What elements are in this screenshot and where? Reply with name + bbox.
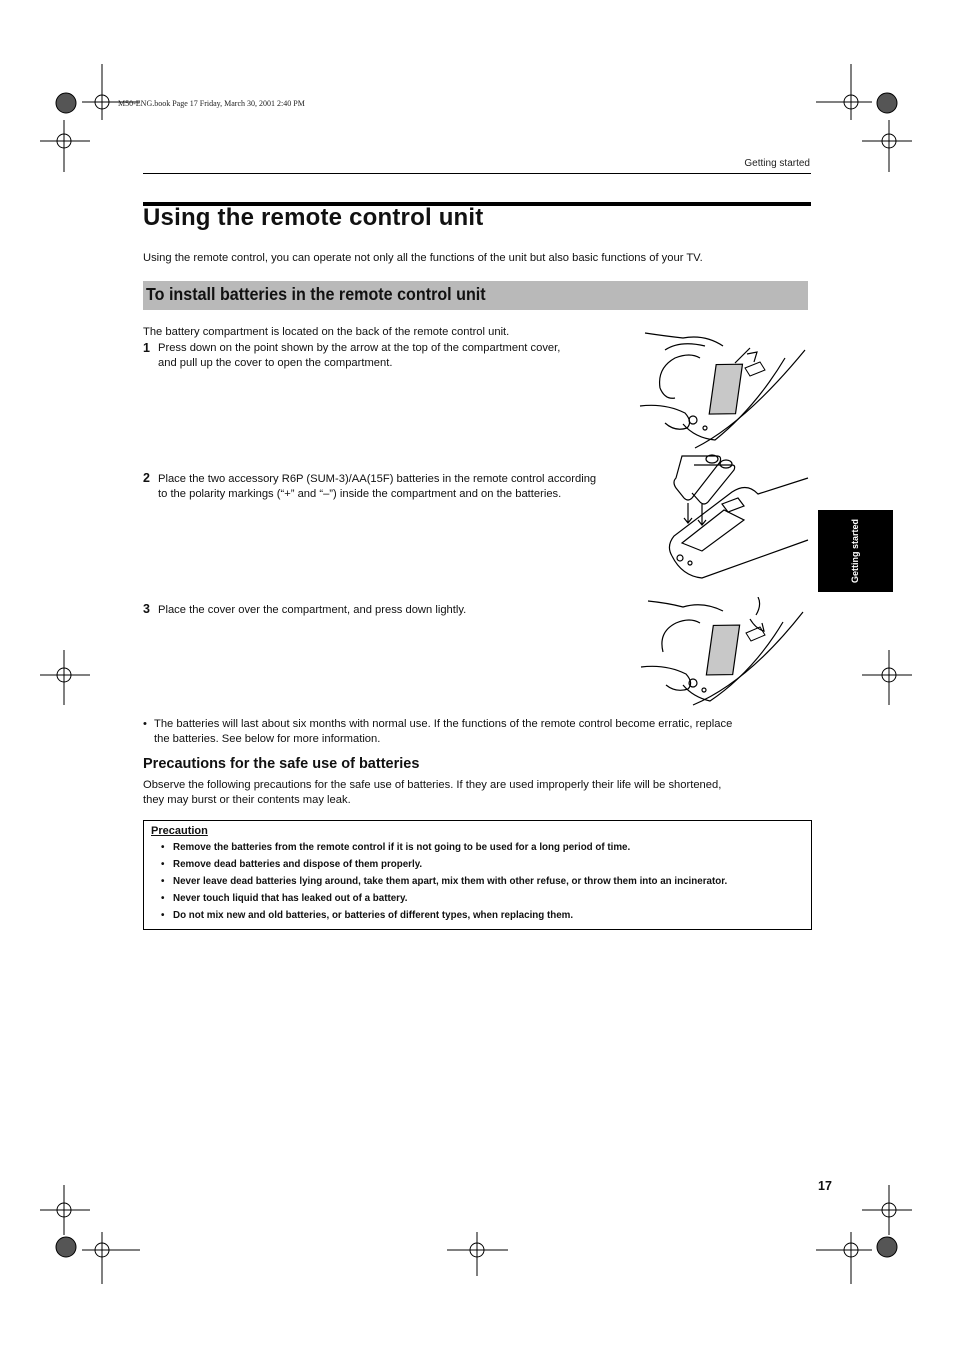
step-line: to the polarity markings (“+” and “–”) inside the compartment and on the batteries. xyxy=(158,488,562,500)
side-tab-label: Getting started xyxy=(850,518,860,584)
step-1-text xyxy=(158,341,560,371)
step-2-text xyxy=(158,472,596,502)
page-title: Using the remote control unit xyxy=(143,204,484,231)
remote-close-cover-illustration xyxy=(638,597,808,707)
precaution-box-title: Precaution xyxy=(151,825,208,837)
bullet-line: the batteries. See below for more information. xyxy=(154,733,381,745)
section-lead: The battery compartment is located on the back of the remote control unit. xyxy=(143,326,510,338)
section-heading-bar xyxy=(143,281,808,310)
precautions-intro xyxy=(143,778,721,808)
step-line: Place the cover over the compartment, and press down lightly. xyxy=(158,604,467,616)
section-heading: To install batteries in the remote control unit xyxy=(146,284,486,304)
page-number: 17 xyxy=(818,1179,832,1193)
intro-text: Using the remote control, you can operate not only all the functions of the unit but also basic functions of your TV. xyxy=(143,252,703,264)
precautions-line: they may burst or their contents may leak. xyxy=(143,794,351,806)
precaution-list xyxy=(144,841,727,926)
bullet-line: The batteries will last about six months with normal use. If the functions of the remote control become erratic, replace xyxy=(154,718,733,730)
step-3-text xyxy=(158,603,466,618)
step-2 xyxy=(143,471,150,487)
step-number: 2 xyxy=(143,471,150,485)
remote-batteries-illustration xyxy=(662,448,810,583)
list-item: • Do not mix new and old batteries, or batteries of different types, when replacing them. xyxy=(144,909,727,926)
remote-open-cover-illustration xyxy=(635,328,810,450)
list-item: • Never leave dead batteries lying around, take them apart, mix them with other refuse, or throw them into an incinerator. xyxy=(144,875,727,892)
precautions-heading: Precautions for the safe use of batteries xyxy=(143,756,420,772)
list-item: • Remove the batteries from the remote control if it is not going to be used for a long period of time. xyxy=(144,841,727,858)
step-line: Press down on the point shown by the arrow at the top of the compartment cover, xyxy=(158,342,561,354)
precaution-box xyxy=(143,820,812,930)
header-rule xyxy=(143,173,811,174)
bullet-mark: • xyxy=(143,718,147,730)
side-tab xyxy=(818,510,893,592)
list-item: • Remove dead batteries and dispose of them properly. xyxy=(144,858,727,875)
precautions-line: Observe the following precautions for the safe use of batteries. If they are used improperly their life will be shortened, xyxy=(143,779,722,791)
step-line: and pull up the cover to open the compartment. xyxy=(158,357,393,369)
bullet-note xyxy=(154,717,732,747)
step-3 xyxy=(143,602,150,618)
list-item: • Never touch liquid that has leaked out of a battery. xyxy=(144,892,727,909)
step-1 xyxy=(143,341,150,357)
print-info: M50-ENG.book Page 17 Friday, March 30, 2001 2:40 PM xyxy=(118,99,305,108)
step-number: 1 xyxy=(143,341,150,355)
running-head: Getting started xyxy=(744,158,810,169)
step-line: Place the two accessory R6P (SUM-3)/AA(15F) batteries in the remote control according xyxy=(158,473,597,485)
step-number: 3 xyxy=(143,602,150,616)
